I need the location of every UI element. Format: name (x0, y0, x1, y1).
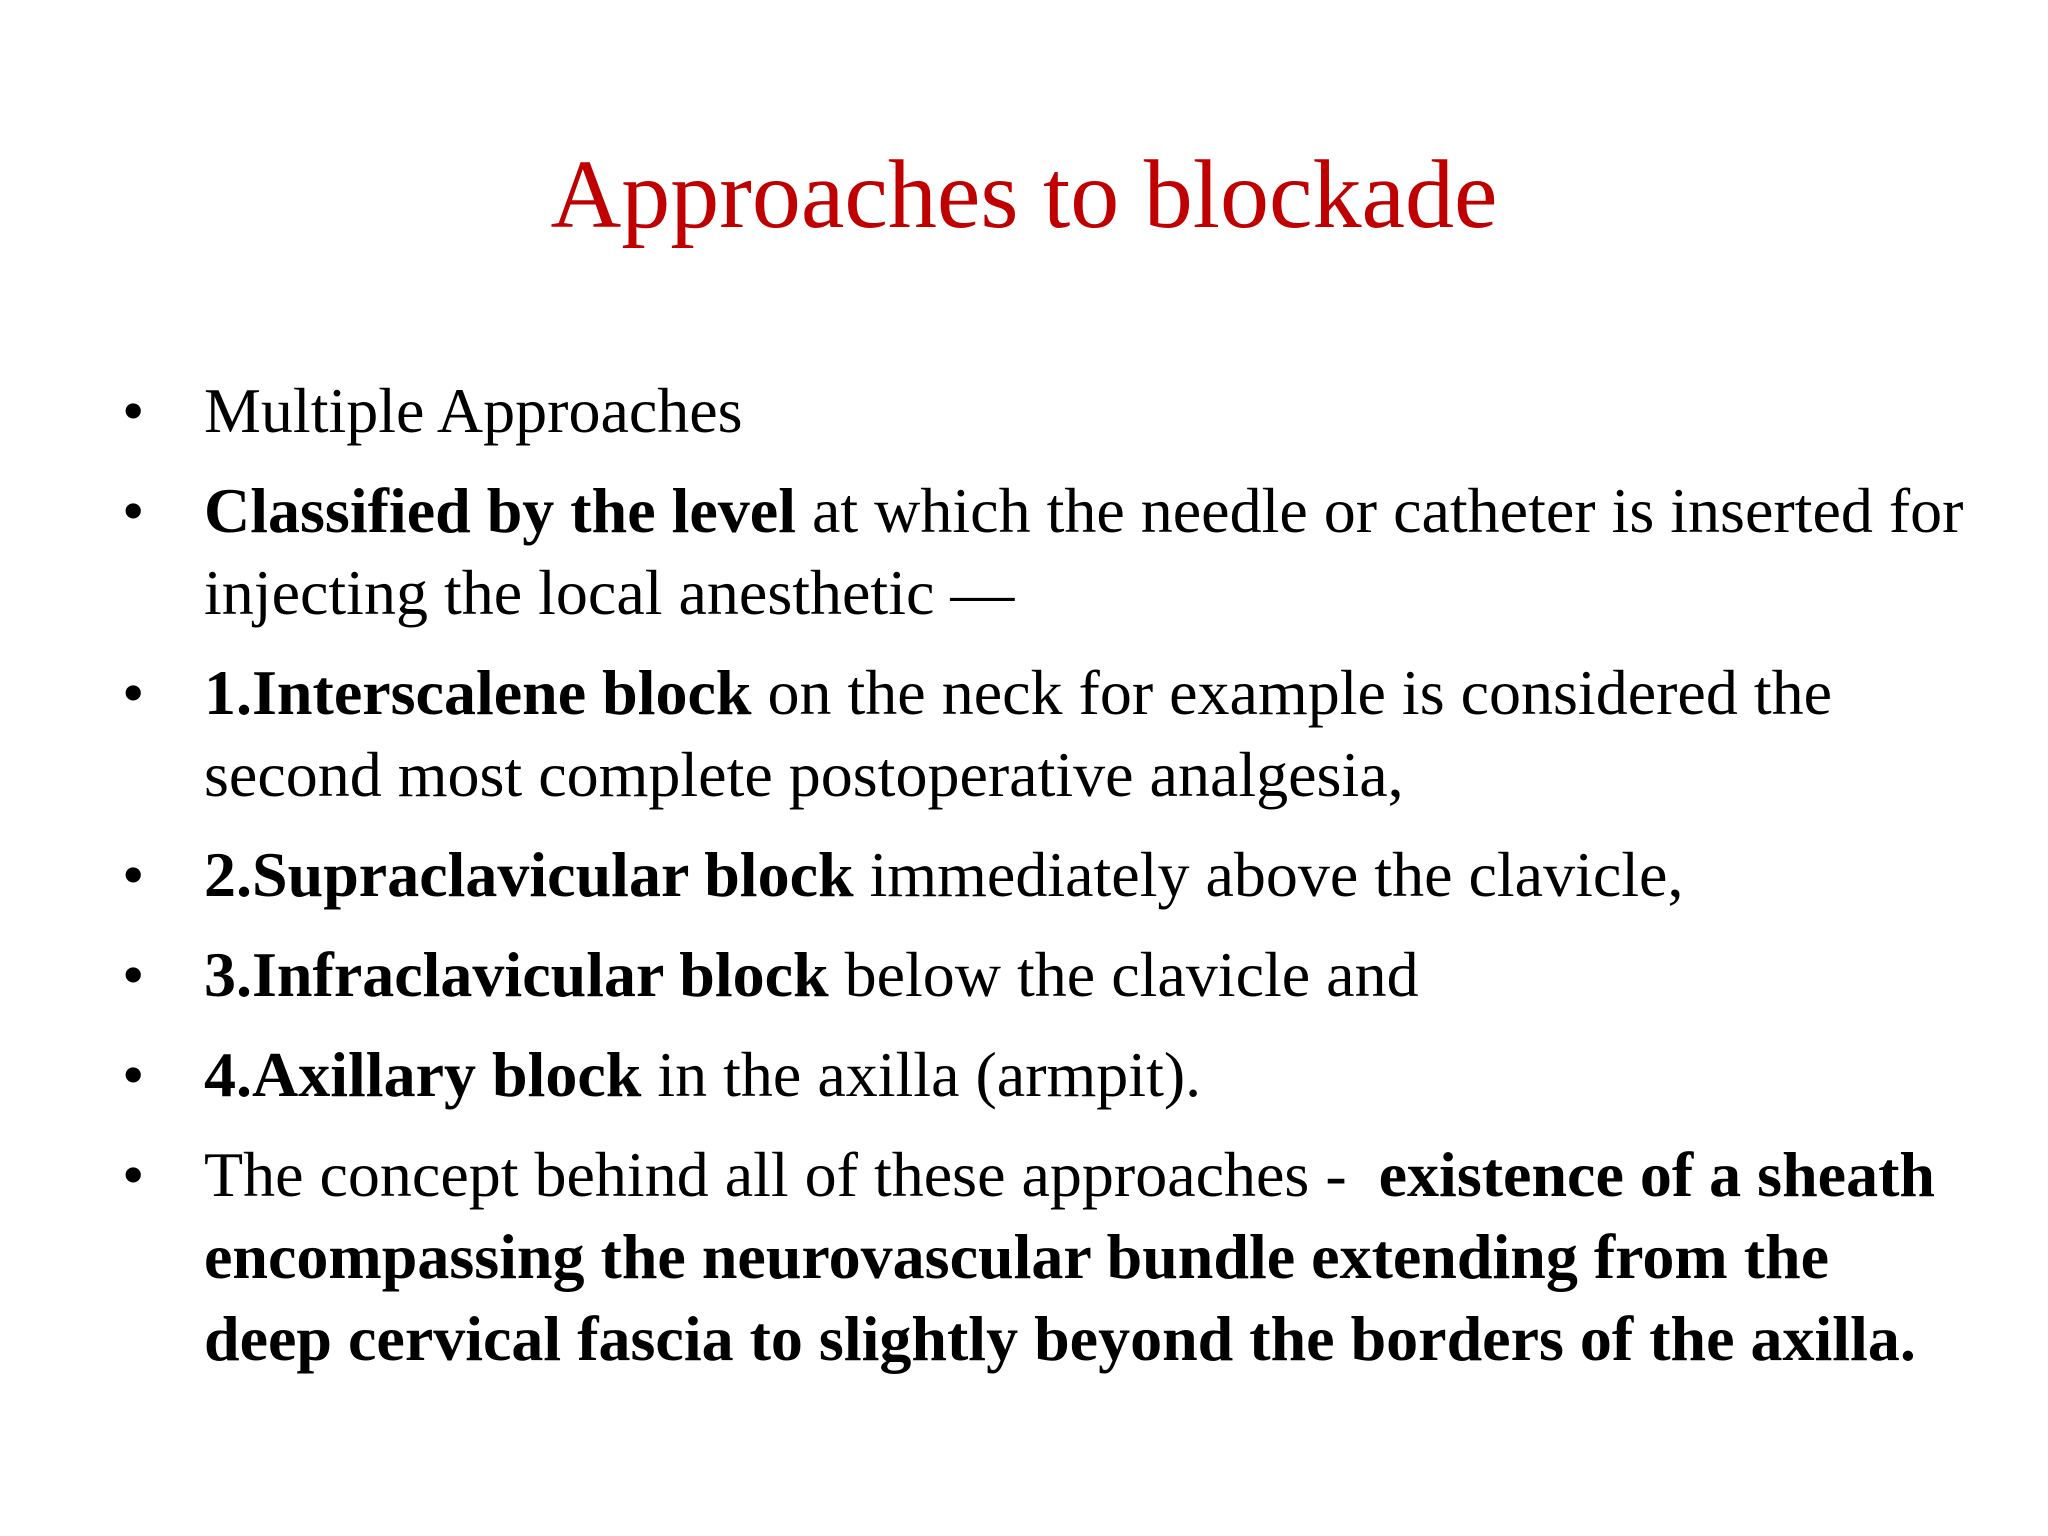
bullet-text-bold: 3.Infraclavicular block (204, 939, 829, 1010)
bullet-text-bold: 1.Interscalene block (204, 657, 752, 728)
bullet-item-multiple-approaches (122, 370, 1972, 452)
bullet-list (122, 370, 1972, 1398)
bullet-text-bold: 4.Axillary block (204, 1039, 642, 1110)
bullet-dot-icon: • (122, 939, 145, 1010)
bullet-item-interscalene (122, 652, 1972, 816)
bullet-dot-icon: • (122, 657, 145, 728)
bullet-item-infraclavicular (122, 934, 1972, 1016)
bullet-text: below the clavicle and (828, 939, 1419, 1010)
bullet-dot-icon: • (122, 475, 145, 546)
bullet-dot-icon: • (122, 375, 145, 446)
bullet-text-bold: existence of a sheath encompassing the neurovascular bundle extending from the deep cervical fascia to slightly beyond the borders of the axilla. (204, 1139, 1935, 1374)
slide-title: Approaches to blockade (550, 141, 1498, 249)
bullet-text: Multiple Approaches (204, 375, 743, 446)
bullet-item-concept (122, 1134, 1972, 1380)
bullet-text: at which the needle or catheter is inserted for injecting the local anesthetic — (204, 475, 1964, 628)
bullet-dot-icon: • (122, 1039, 145, 1110)
bullet-item-classified (122, 470, 1972, 634)
bullet-text: The concept behind all of these approaches - (204, 1139, 1379, 1210)
bullet-text-bold: 2.Supraclavicular block (204, 839, 854, 910)
bullet-item-supraclavicular (122, 834, 1972, 916)
bullet-text: immediately above the clavicle, (853, 839, 1684, 910)
bullet-text: in the axilla (armpit). (641, 1039, 1202, 1110)
bullet-dot-icon: • (122, 1139, 145, 1210)
bullet-text: on the neck for example is considered the second most complete postoperative analgesia, (204, 657, 1832, 810)
bullet-item-axillary (122, 1034, 1972, 1116)
bullet-dot-icon: • (122, 839, 145, 910)
bullet-text-bold: Classified by the level (204, 475, 796, 546)
